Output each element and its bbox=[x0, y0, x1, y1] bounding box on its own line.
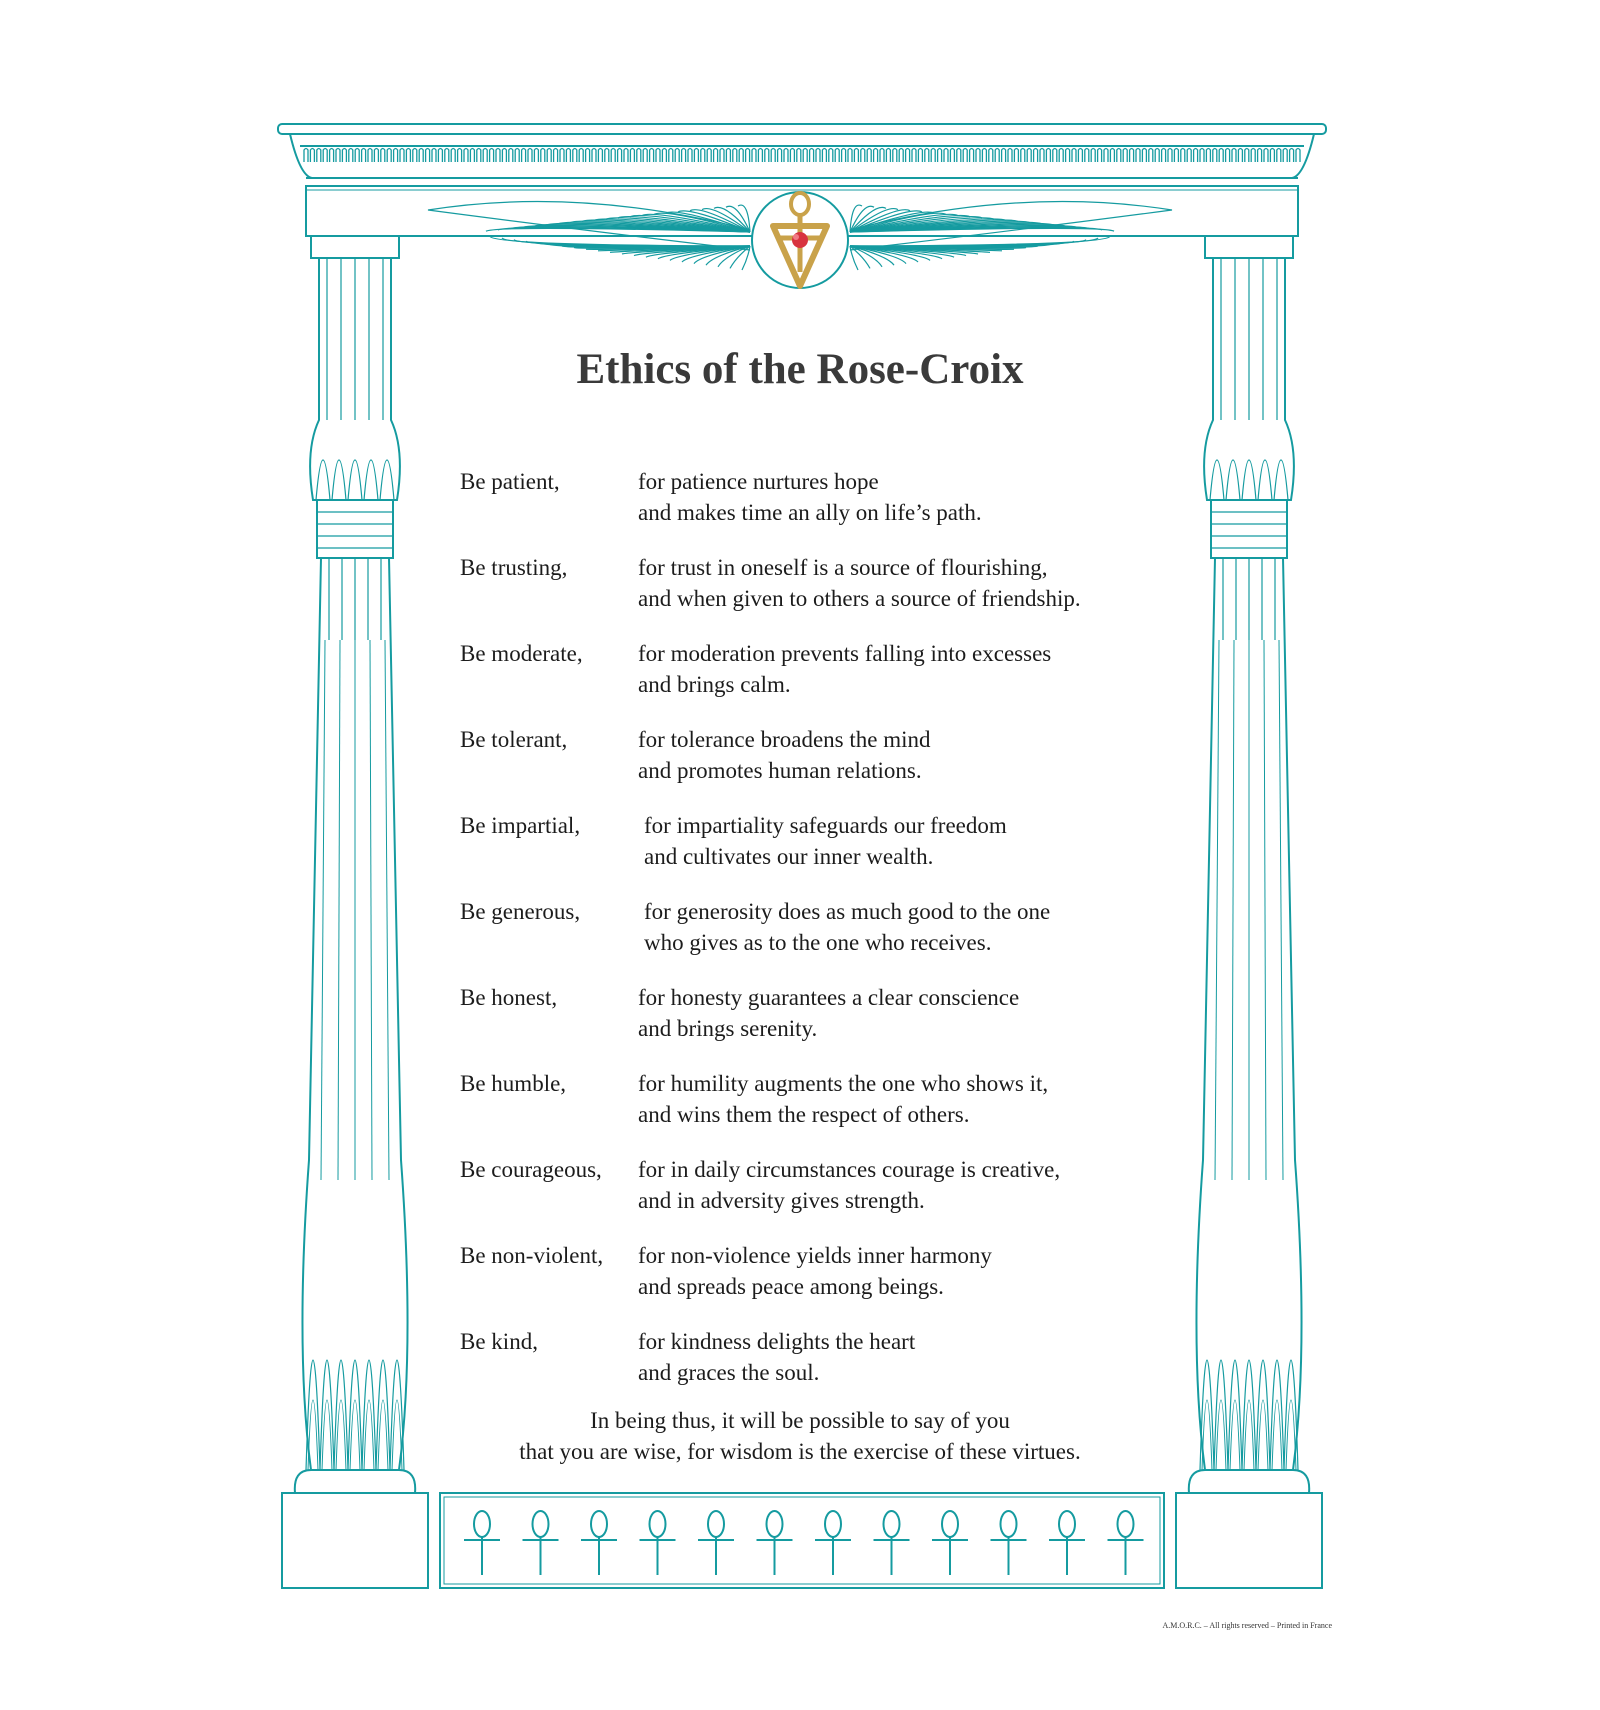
list-item bbox=[460, 1154, 1180, 1240]
virtue-lead: Be patient, bbox=[460, 469, 560, 494]
list-item bbox=[460, 1068, 1180, 1154]
papyrus-column bbox=[295, 236, 415, 1493]
virtue-lead: Be non-violent, bbox=[460, 1243, 604, 1268]
list-item bbox=[460, 810, 1180, 896]
list-item bbox=[460, 724, 1180, 810]
virtue-lead: Be tolerant, bbox=[460, 727, 568, 752]
virtue-reason: for kindness delights the heart and graces the soul. bbox=[638, 1329, 916, 1385]
virtues-list bbox=[460, 466, 1180, 1412]
closing-line-1: In being thus, it will be possible to say of you bbox=[590, 1408, 1010, 1433]
virtue-reason: for non-violence yields inner harmony and spreads peace among beings. bbox=[638, 1243, 992, 1299]
virtue-lead: Be trusting, bbox=[460, 555, 568, 580]
list-item bbox=[460, 1240, 1180, 1326]
list-item bbox=[460, 1326, 1180, 1412]
virtue-lead: Be honest, bbox=[460, 985, 558, 1010]
virtue-reason: for patience nurtures hope and makes time an ally on life’s path. bbox=[638, 469, 982, 525]
virtue-reason: for humility augments the one who shows it, and wins them the respect of others. bbox=[638, 1071, 1049, 1127]
closing-line-2: that you are wise, for wisdom is the exercise of these virtues. bbox=[519, 1439, 1081, 1464]
virtue-reason: for trust in oneself is a source of flourishing, and when given to others a source of friendship. bbox=[638, 555, 1081, 611]
list-item bbox=[460, 466, 1180, 552]
virtue-lead: Be moderate, bbox=[460, 641, 583, 666]
list-item bbox=[460, 896, 1180, 982]
papyrus-column bbox=[1189, 236, 1309, 1493]
virtue-reason: for honesty guarantees a clear conscience and brings serenity. bbox=[638, 985, 1020, 1041]
list-item bbox=[460, 552, 1180, 638]
copyright-footer: A.M.O.R.C. – All rights reserved – Printed in France bbox=[1162, 1621, 1332, 1630]
virtue-reason: for tolerance broadens the mind and promotes human relations. bbox=[638, 727, 931, 783]
list-item bbox=[460, 638, 1180, 724]
virtue-lead: Be courageous, bbox=[460, 1157, 602, 1182]
page-title: Ethics of the Rose-Croix bbox=[576, 346, 1024, 393]
virtue-lead: Be humble, bbox=[460, 1071, 567, 1096]
virtue-reason: for generosity does as much good to the one who gives as to the one who receives. bbox=[644, 899, 1051, 955]
virtue-lead: Be kind, bbox=[460, 1329, 538, 1354]
virtue-reason: for moderation prevents falling into excesses and brings calm. bbox=[638, 641, 1052, 697]
virtue-reason: for in daily circumstances courage is creative, and in adversity gives strength. bbox=[638, 1157, 1061, 1213]
virtue-lead: Be generous, bbox=[460, 899, 581, 924]
list-item bbox=[460, 982, 1180, 1068]
virtue-reason: for impartiality safeguards our freedom and cultivates our inner wealth. bbox=[644, 813, 1007, 869]
ankh-row bbox=[464, 1511, 1144, 1575]
temple-base bbox=[282, 1493, 1322, 1588]
virtue-lead: Be impartial, bbox=[460, 813, 581, 838]
closing-statement bbox=[400, 1405, 1200, 1467]
